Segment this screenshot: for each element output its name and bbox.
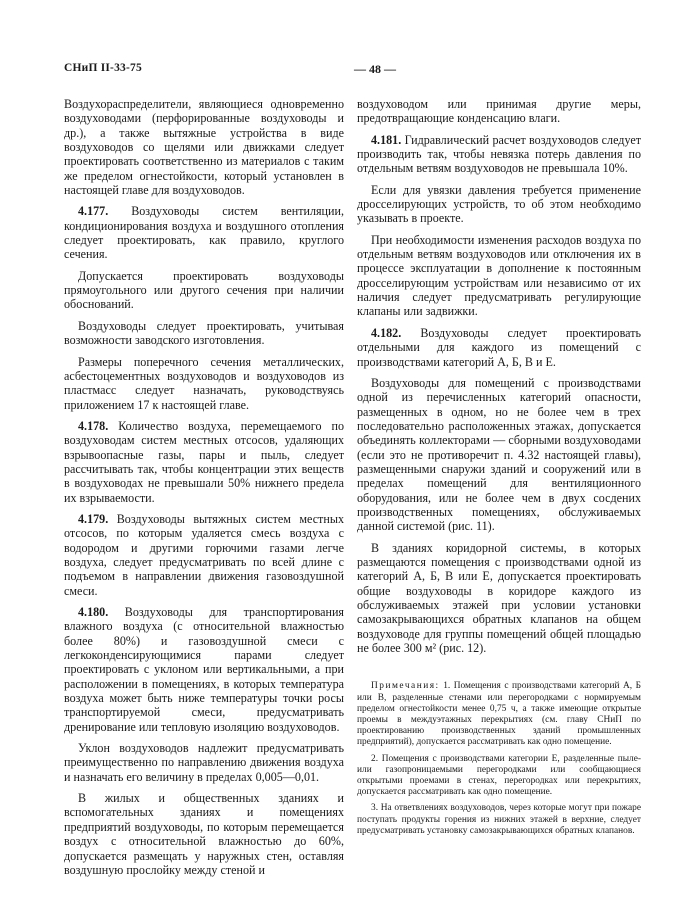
paragraph-text: При необходимости изменения расходов воздуха по отдельным ветвям воздуховодов или отключения их в процессе эксплуатации в дополнение к постоянным дросселирующим устройствам или независимо от их наличия следует предусматривать регулирующие клапаны или задвижки. bbox=[357, 232, 641, 319]
paragraph bbox=[357, 233, 641, 319]
paragraph bbox=[64, 741, 344, 784]
paragraph bbox=[64, 204, 344, 261]
page-header bbox=[64, 62, 636, 82]
paragraph-text: Гидравлический расчет воздуховодов следует производить так, чтобы невязка потерь давления по отдельным ветвям воздуховодов не превышала 10%. bbox=[357, 132, 641, 176]
left-column bbox=[64, 97, 344, 884]
page-number: — 48 — bbox=[354, 62, 396, 76]
paragraph-text: Воздухораспределители, являющиеся одновременно воздуховодами (перфорированные воздуховоды и др.), а также вытяжные устройства в виде воздуховодов со щелями или движками следует проектировать соответственно из материалов с таким же пределом огнестойкости, который установлен в настоящей главе для воздуховодов. bbox=[64, 97, 344, 198]
paragraph-text: Воздуховоды систем вентиляции, кондиционирования воздуха и воздушного отопления следует проектировать, как правило, круглого сечения. bbox=[64, 204, 344, 262]
paragraph-text: В зданиях коридорной системы, в которых размещаются помещения с производствами одной из категорий А, Б, В или Е, допускается проектировать общие воздуховоды в коридоре каждого из обслуживаемых этажей при условии установки самозакрывающихся обратных клапанов на общем воздуховоде для группы помещений общей площадью не более 300 м² (рис. 12). bbox=[357, 540, 641, 656]
paragraph-text: Размеры поперечного сечения металлических, асбестоцементных воздуховодов и воздуховодов из пластмасс следует назначать, руководствуясь приложением 17 к настоящей главе. bbox=[64, 354, 344, 412]
clause-number: 4.178. bbox=[78, 418, 109, 433]
paragraph bbox=[64, 791, 344, 877]
paragraph bbox=[357, 133, 641, 176]
paragraph-text: В жилых и общественных зданиях и вспомогательных зданиях и помещениях предприятий воздуховоды, по которым перемещается воздух с относительной влажностью до 60%, допускается размещать у наружных стен, оставляя воздушную прослойку между стеной и bbox=[64, 791, 344, 877]
paragraph-text: воздуховодом или принимая другие меры, предотвращающие конденсацию влаги. bbox=[357, 97, 641, 126]
paragraph bbox=[64, 269, 344, 312]
paragraph bbox=[357, 183, 641, 226]
clause-number: 4.182. bbox=[371, 325, 402, 340]
right-column bbox=[357, 97, 641, 842]
paragraph-text: Допускается проектировать воздуховоды прямоугольного или другого сечения при наличии обоснований. bbox=[64, 268, 344, 312]
paragraph-text: Воздуховоды для помещений с производствами одной из перечисленных категорий опасности, размещенных в одном, но не более чем в трех последовательно расположенных этажах, допускается объединять коллекторами — сборными воздуховодами (если это не противоречит п. 4.32 настоящей главы), размещенными снаружи зданий и сооружений или в пределах помещений для вентиляционного оборудования, или не более чем в двух сосдених производственных помещениях, обслуживаемых данной системой (рис. 11). bbox=[357, 375, 641, 534]
paragraph bbox=[64, 319, 344, 348]
paragraph-text: Количество воздуха, перемещаемого по воздуховодам систем местных отсосов, удаляющих взрывоопасные газы, пары и пыль, следует рассчитывать так, чтобы концентрации этих веществ в воздуховодах не превышали 50% нижнего предела их взрываемости. bbox=[64, 418, 344, 505]
clause-number: 4.177. bbox=[78, 204, 109, 219]
paragraph bbox=[357, 97, 641, 126]
paragraph-text: Если для увязки давления требуется применение дросселирующих устройств, то об этом необходимо указывать в проекте. bbox=[357, 182, 641, 226]
notes-section bbox=[357, 681, 641, 837]
paragraph-text: Воздуховоды следует проектировать отдельными для каждого из помещений с производствами категорий А, Б, В и Е. bbox=[357, 325, 642, 369]
paragraph bbox=[64, 605, 344, 734]
paragraph bbox=[357, 326, 641, 369]
paragraph-text: Уклон воздуховодов надлежит предусматривать преимущественно по направлению движения воздуха и назначать его величину в пределах 0,005—0,01. bbox=[64, 741, 344, 784]
paragraph bbox=[64, 355, 344, 412]
paragraph bbox=[357, 541, 641, 656]
paragraph-text: Воздуховоды вытяжных систем местных отсосов, по которым удаляется смесь воздуха с водородом и другими горючими газами легче воздуха, следует предусматривать по всей длине с подъемом в направлении движения газовоздушной смеси. bbox=[64, 511, 344, 598]
note-text: 3. На ответвлениях воздуховодов, через которые могут при пожаре поступать продукты горения из нижних этажей в верхние, следует предусматривать установку самозакрывающихся обратных клапанов. bbox=[357, 803, 641, 836]
notes-label: Примечания: bbox=[371, 681, 440, 692]
clause-number: 4.179. bbox=[78, 511, 109, 526]
document-code: СНиП II-33-75 bbox=[64, 62, 142, 74]
note-item bbox=[357, 681, 641, 748]
note-item bbox=[357, 803, 641, 837]
note-item bbox=[357, 754, 641, 799]
paragraph-text: Воздуховоды для транспортирования влажного воздуха (с относительной влажностью более 80%) и газовоздушной смеси с легкоконденсирующимися парами следует проектировать с уклоном или вертикальными, а при расположении в помещениях, в которых температура воздуха может быть ниже температуры точки росы транспортируемой смеси, предусматривать дренирование или тепловую изоляцию воздуховодов. bbox=[64, 605, 344, 734]
note-text: 1. Помещения с производствами категорий А, Б или В, разделенные стенами или перегородками с нормируемым пределом огнестойкости менее 0,75 ч, а также имеющие открытые проемы в междуэтажных перекрытиях (см. главу СНиП по проектированию производственных зданий промышленных предприятий), допускается рассматривать как одно помещение. bbox=[357, 681, 641, 748]
clause-number: 4.181. bbox=[371, 132, 402, 147]
paragraph-text: Воздуховоды следует проектировать, учитывая возможности заводского изготовления. bbox=[64, 318, 344, 348]
paragraph bbox=[64, 512, 344, 598]
paragraph bbox=[357, 376, 641, 534]
paragraph bbox=[64, 419, 344, 505]
note-text: 2. Помещения с производствами категории Е, разделенные пыле- или газопроницаемыми перегородками или сообщающиеся открытыми проемами в стенах, перегородках или перекрытиях, допускается рассматривать как одно помещение. bbox=[357, 753, 641, 798]
paragraph bbox=[64, 97, 344, 197]
clause-number: 4.180. bbox=[78, 605, 109, 619]
